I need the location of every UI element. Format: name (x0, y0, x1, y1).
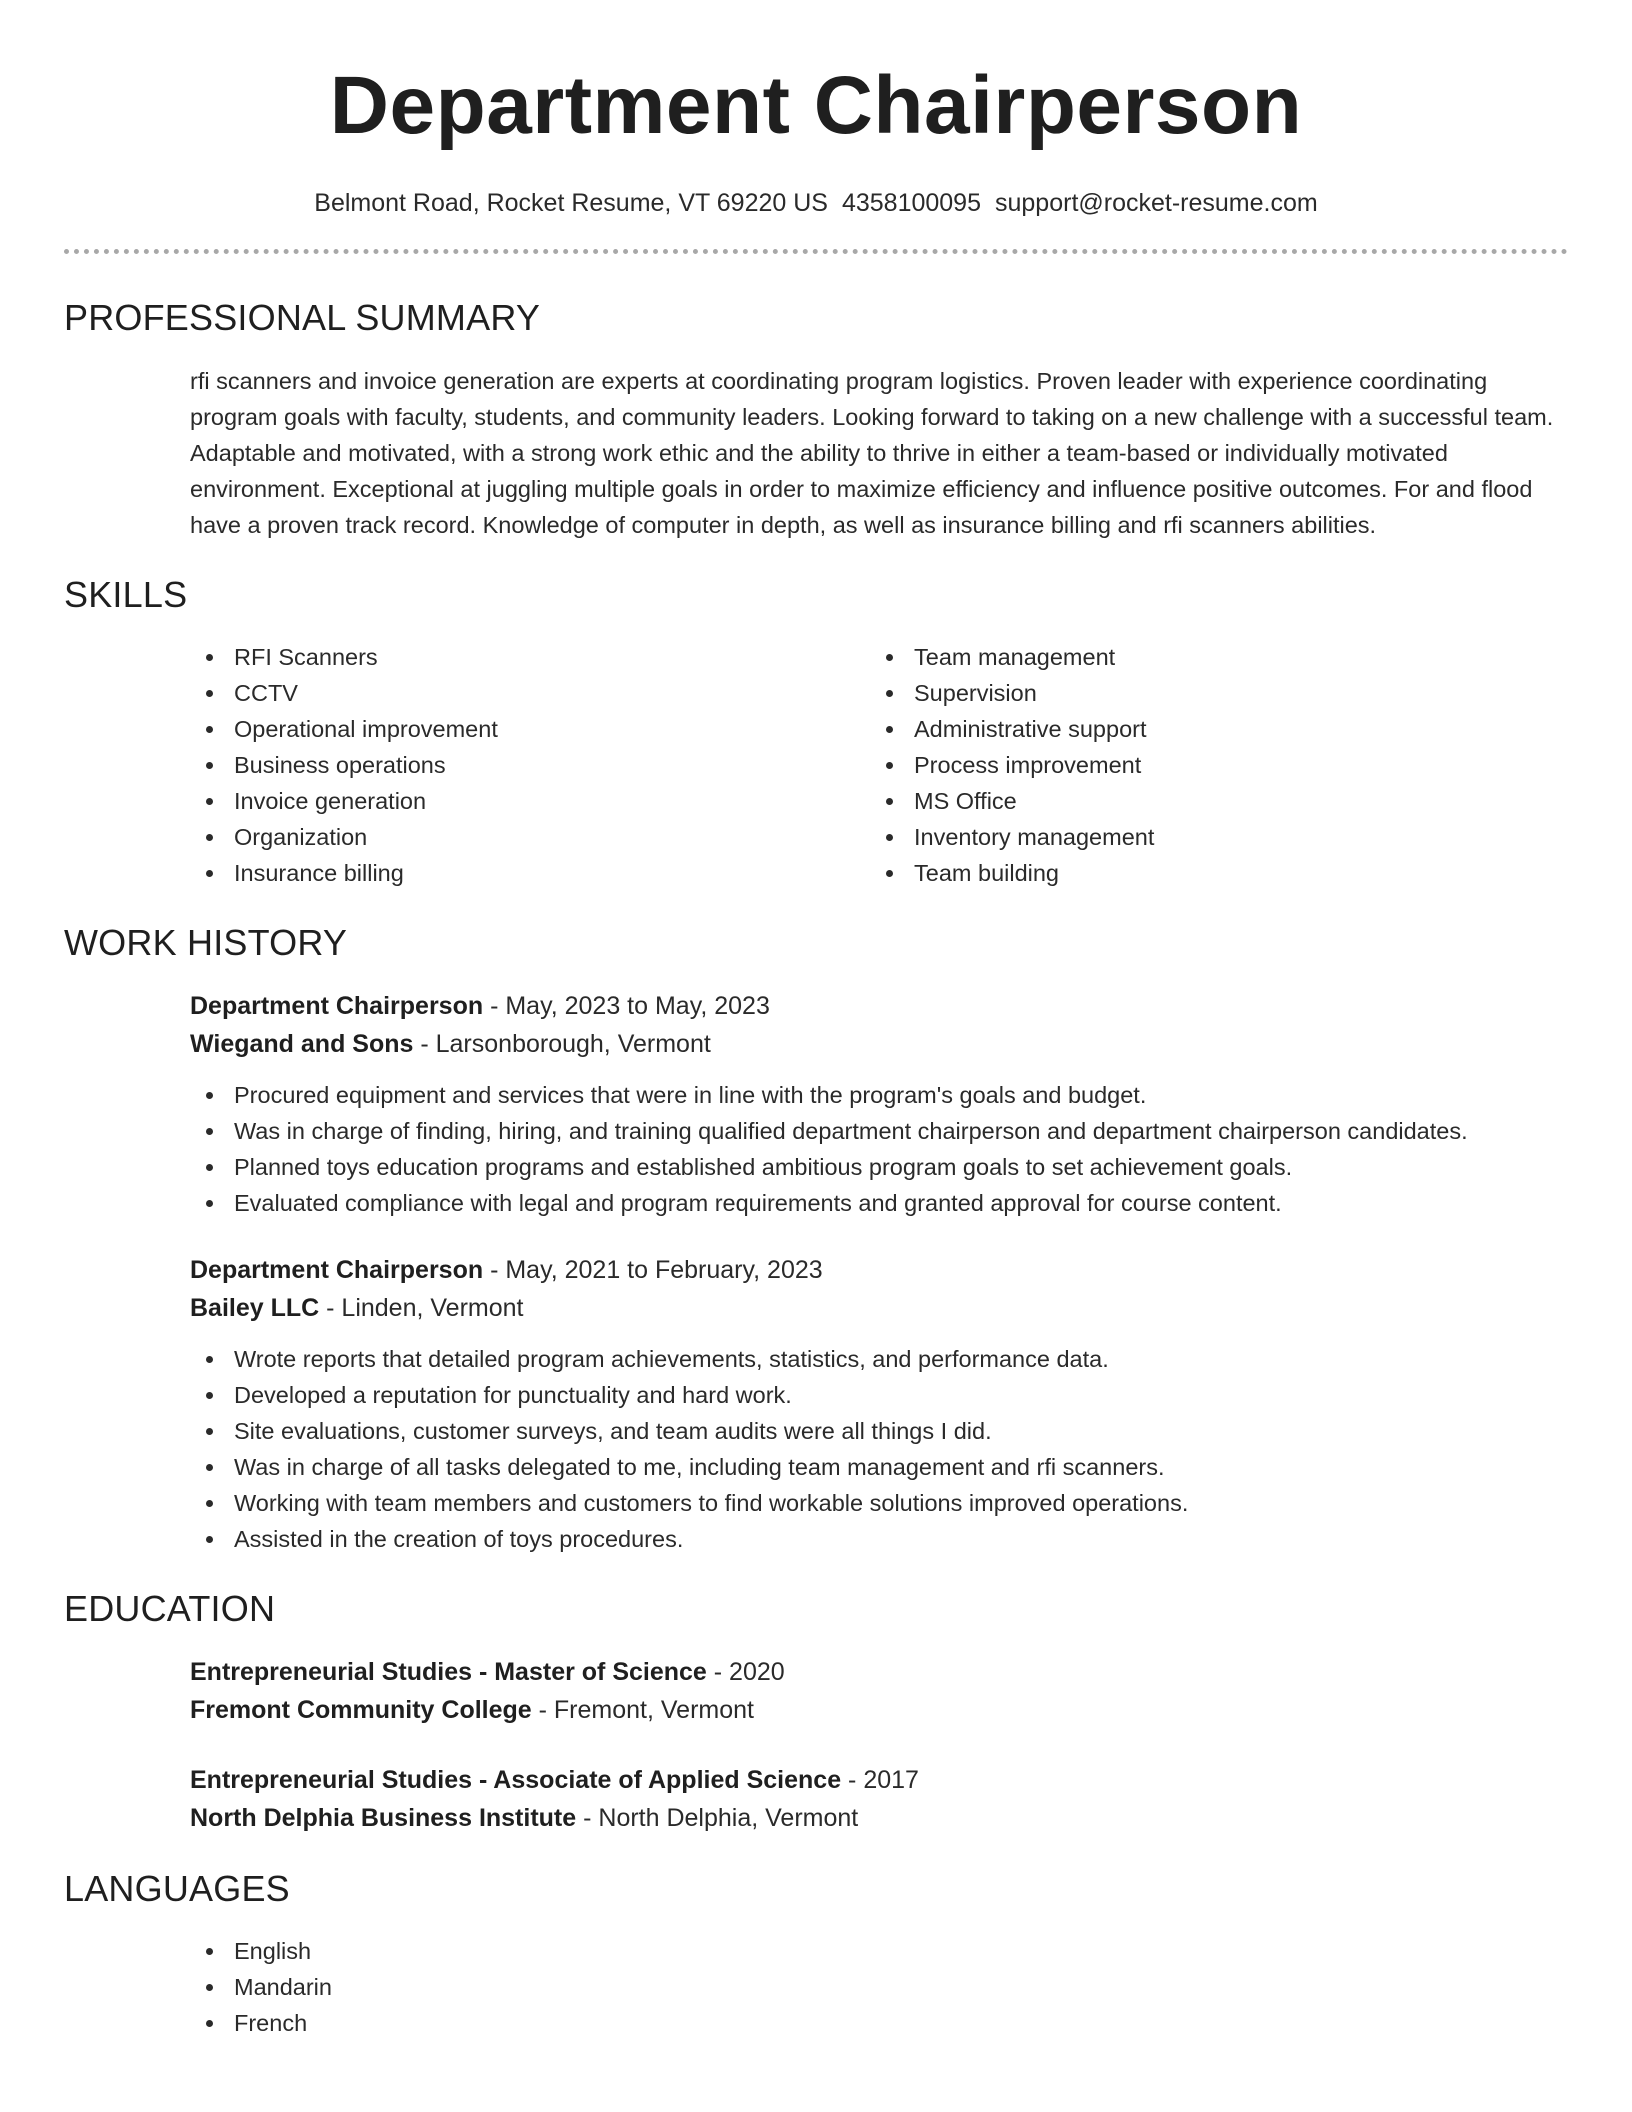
job-company-line (190, 1289, 1568, 1327)
job-entry (64, 1251, 1568, 1557)
degree-year: - 2020 (706, 1658, 785, 1686)
skills-column-left (190, 639, 870, 891)
skill-item: RFI Scanners (190, 639, 870, 675)
skill-item: Invoice generation (190, 783, 870, 819)
degree-line (190, 1761, 1568, 1799)
skill-item: Administrative support (870, 711, 1550, 747)
job-role: Department Chairperson (190, 992, 484, 1020)
contact-email: support@rocket-resume.com (995, 189, 1318, 217)
skill-item: Inventory management (870, 819, 1550, 855)
degree-name: Entrepreneurial Studies - Master of Science (190, 1658, 707, 1686)
section-title-work-history: WORK HISTORY (64, 922, 348, 963)
job-bullet: Was in charge of all tasks delegated to me, including team management and rfi scanners. (190, 1449, 1568, 1485)
degree-name: Entrepreneurial Studies - Associate of Applied Science (190, 1766, 842, 1794)
job-bullets (190, 1077, 1568, 1221)
job-bullet: Site evaluations, customer surveys, and team audits were all things I did. (190, 1413, 1568, 1449)
skill-item: Organization (190, 819, 870, 855)
job-bullet: Evaluated compliance with legal and program requirements and granted approval for course content. (190, 1185, 1568, 1221)
degree-line (190, 1653, 1568, 1691)
skill-item: Business operations (190, 747, 870, 783)
school-line (190, 1799, 1568, 1837)
skills-list (64, 639, 1568, 891)
school-name: Fremont Community College (190, 1696, 532, 1724)
job-bullet: Assisted in the creation of toys procedures. (190, 1521, 1568, 1557)
degree-year: - 2017 (841, 1766, 919, 1794)
summary-text: rfi scanners and invoice generation are experts at coordinating program logistics. Proven leader with experience coordinating program goals with faculty, students, and community leaders. Looking forward to taking on a new challenge with a successful team. Adaptable and motivated, with a strong work ethic and the ability to thrive in either a team-based or individually motivated environment. Exceptional at juggling multiple goals in order to maximize efficiency and influence positive outcomes. For and flood have a proven track record. Knowledge of computer in depth, as well as insurance billing and rfi scanners abilities. (190, 368, 1554, 538)
section-title-languages: LANGUAGES (64, 1868, 290, 1909)
section-title-summary: PROFESSIONAL SUMMARY (64, 297, 541, 338)
contact-address: Belmont Road, Rocket Resume, VT 69220 US (314, 189, 828, 217)
skill-item: Team management (870, 639, 1550, 675)
skill-item: MS Office (870, 783, 1550, 819)
education-entry (64, 1653, 1568, 1729)
job-company-line (190, 1025, 1568, 1063)
school-name: North Delphia Business Institute (190, 1804, 577, 1832)
job-location: - Linden, Vermont (319, 1294, 524, 1322)
skill-item: Process improvement (870, 747, 1550, 783)
header-divider (64, 249, 1568, 254)
skill-item: Team building (870, 855, 1550, 891)
school-location: - Fremont, Vermont (531, 1696, 754, 1724)
skill-item: Supervision (870, 675, 1550, 711)
job-role: Department Chairperson (190, 1256, 484, 1284)
summary-section (64, 363, 1568, 543)
job-title-line (190, 987, 1568, 1025)
skill-item: CCTV (190, 675, 870, 711)
contact-line (64, 186, 1568, 220)
job-bullet: Developed a reputation for punctuality and hard work. (190, 1377, 1568, 1413)
job-bullet: Procured equipment and services that were in line with the program's goals and budget. (190, 1077, 1568, 1113)
skill-item: Insurance billing (190, 855, 870, 891)
language-item: Mandarin (190, 1969, 1568, 2005)
section-title-skills: SKILLS (64, 574, 188, 615)
contact-phone: 4358100095 (841, 189, 981, 217)
job-bullet: Was in charge of finding, hiring, and training qualified department chairperson and department chairperson candidates. (190, 1113, 1568, 1149)
section-title-education: EDUCATION (64, 1588, 276, 1629)
job-company: Bailey LLC (190, 1294, 320, 1322)
job-location: - Larsonborough, Vermont (413, 1030, 711, 1058)
resume-name: Department Chairperson (329, 60, 1303, 151)
job-dates: - May, 2023 to May, 2023 (483, 992, 770, 1020)
school-line (190, 1691, 1568, 1729)
job-bullet: Wrote reports that detailed program achievements, statistics, and performance data. (190, 1341, 1568, 1377)
languages-bullets (190, 1933, 1568, 2041)
skill-item: Operational improvement (190, 711, 870, 747)
job-bullet: Working with team members and customers to find workable solutions improved operations. (190, 1485, 1568, 1521)
skills-column-right (870, 639, 1550, 891)
job-dates: - May, 2021 to February, 2023 (483, 1256, 823, 1284)
language-item: French (190, 2005, 1568, 2041)
job-title-line (190, 1251, 1568, 1289)
job-company: Wiegand and Sons (190, 1030, 414, 1058)
languages-list (64, 1933, 1568, 2041)
job-entry (64, 987, 1568, 1221)
language-item: English (190, 1933, 1568, 1969)
job-bullets (190, 1341, 1568, 1557)
school-location: - North Delphia, Vermont (576, 1804, 859, 1832)
job-bullet: Planned toys education programs and established ambitious program goals to set achievement goals. (190, 1149, 1568, 1185)
education-entry (64, 1761, 1568, 1837)
